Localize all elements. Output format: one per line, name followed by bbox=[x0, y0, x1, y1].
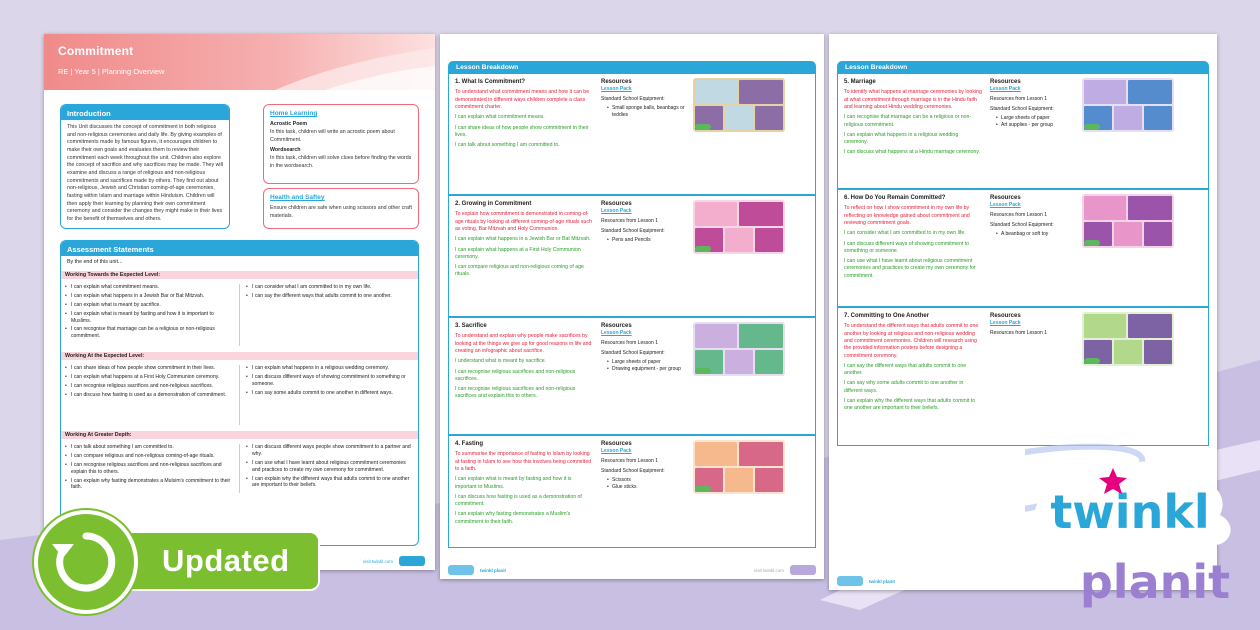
resources-heading: Resources bbox=[601, 201, 632, 207]
lesson-pack-badge bbox=[695, 368, 711, 374]
equipment-item: • Glue sticks bbox=[607, 484, 689, 491]
equipment-heading: Standard School Equipment: bbox=[601, 96, 665, 103]
footer-url[interactable]: visit twinkl.com bbox=[362, 559, 393, 564]
assessment-statement: • I can explain why the different ways that adults commit to one another are important to their beliefs. bbox=[246, 476, 414, 490]
footer-logo bbox=[399, 556, 425, 566]
thumbnail-slide bbox=[739, 202, 783, 226]
lesson-pack-thumbnail[interactable] bbox=[693, 322, 785, 376]
lesson-pack-badge bbox=[695, 246, 711, 252]
column-divider bbox=[239, 365, 240, 425]
success-criterion: I can use what I have learnt about religious commitment ceremonies and practices to create my own ceremony for commitment. bbox=[844, 258, 976, 279]
lesson-objective: To understand what commitment means and how it can be demonstrated in different ways children complete a class commitment charter. bbox=[455, 89, 590, 110]
thumbnail-slide bbox=[1144, 222, 1172, 246]
lesson-pack-link[interactable]: Lesson Pack bbox=[990, 202, 1021, 209]
equipment-heading: Standard School Equipment: bbox=[601, 468, 665, 475]
assessment-heading: Assessment Statements bbox=[61, 241, 418, 256]
success-criterion: I can recognise religious sacrifices and non-religious sacrifices and explain this to others. bbox=[455, 386, 576, 400]
equipment-item: • Drawing equipment - per group bbox=[607, 366, 689, 373]
page-title: Commitment bbox=[58, 44, 134, 58]
equipment-list bbox=[996, 231, 1078, 238]
success-criterion: I can recognise that marriage can be a religious or non-religious commitment. bbox=[844, 114, 972, 128]
success-criterion: I can say the different ways that adults commit to one another. bbox=[844, 362, 967, 377]
resources-heading: Resources bbox=[990, 195, 1021, 201]
lesson-objective: To explain how commitment is demonstrated in coming-of-age rituals by looking at different coming-of-age rituals such as voting, Bar Mitzvah and Holy Communion. bbox=[455, 211, 592, 232]
introduction-box bbox=[60, 104, 230, 229]
refresh-icon bbox=[38, 514, 134, 610]
thumbnail-slide bbox=[725, 350, 753, 374]
equipment-heading: Standard School Equipment: bbox=[990, 222, 1054, 229]
success-criterion: I understand what is meant by sacrifice. bbox=[455, 358, 547, 365]
assessment-right-list bbox=[246, 365, 414, 425]
assessment-left-list bbox=[65, 284, 233, 346]
assessment-left-list bbox=[65, 365, 233, 425]
lesson-objective: To reflect on how I show commitment in my own life by reflecting on knowledge gained about commitment and reviewing commitment goals. bbox=[844, 205, 970, 226]
lesson-pack-badge bbox=[695, 124, 711, 130]
success-criterion: I can talk about something I am committed to. bbox=[455, 142, 560, 149]
success-criterion: I can discuss what happens at a Hindu marriage ceremony. bbox=[844, 149, 981, 156]
header-swoosh bbox=[245, 34, 435, 90]
assessment-level-heading: Working Towards the Expected Level: bbox=[61, 271, 418, 279]
equipment-heading: Standard School Equipment: bbox=[601, 350, 665, 357]
lesson-resources bbox=[593, 440, 689, 545]
success-criterion: I can say why some adults commit to one another in different ways. bbox=[844, 380, 964, 394]
footer-brand: twinkl planit bbox=[480, 568, 507, 573]
assessment-statement: • I can discuss different ways people show commitment to a partner and why. bbox=[246, 444, 414, 458]
page-header bbox=[44, 34, 435, 90]
thumbnail-slide bbox=[695, 324, 737, 348]
health-safety-heading: Health and Saftey bbox=[270, 194, 325, 201]
assessment-statement: • I can explain what happens at a First Holy Communion ceremony. bbox=[65, 374, 233, 381]
lesson-details bbox=[455, 200, 593, 314]
lesson-pack-thumbnail[interactable] bbox=[1082, 194, 1174, 248]
lesson-objective: To identify what happens at marriage ceremonies by looking at what commitment through marriage is in the Hindu faith and learning about Hindu wedding ceremonies. bbox=[844, 89, 982, 110]
introduction-text: This Unit discusses the concept of commitment in both religious and non-religious ceremonies and daily life. By giving examples of commitments made by famous figures, it encourages children to make their own goals and evaluates them to review their commitment each week throughout the unit. Children also explore the concept of sacrifice and why sacrifices may be made. They will examine and discuss a range of religious and non-religious commitments and sacrifices made by others. They find out about non-religious, Jewish and Christian coming-of-age ceremonies, fasting within Islam and marriage within Hinduism. Children will then apply their learning by planning their own commitment ceremony and consider the changes they might make in their lives for the benefit of themselves and others. bbox=[67, 124, 223, 223]
thumbnail-slide bbox=[755, 350, 783, 374]
equipment-item: • Scissors bbox=[607, 477, 689, 484]
thumbnail-slide bbox=[1128, 80, 1172, 104]
success-criterion: I can discuss how fasting is used as a demonstration of commitment. bbox=[455, 493, 582, 508]
success-criterion: I can explain what happens in a religious wedding ceremony. bbox=[844, 131, 959, 146]
lesson-pack-badge bbox=[695, 486, 711, 492]
lesson-title: 4. Fasting bbox=[455, 441, 484, 447]
assessment-statement: • I can say the different ways that adults commit to one another. bbox=[246, 293, 414, 300]
assessment-statement: • I can use what I have learnt about religious commitment ceremonies and practices to create my own ceremony for commitment. bbox=[246, 460, 414, 474]
lesson-pack-link[interactable]: Lesson Pack bbox=[601, 330, 632, 337]
lesson-pack-thumbnail[interactable] bbox=[1082, 78, 1174, 132]
footer-logo-left bbox=[837, 576, 863, 586]
acrostic-text: In this task, children will write an acrostic poem about Commitment. bbox=[270, 129, 395, 143]
wordsearch-title: Wordsearch bbox=[270, 147, 301, 154]
resources-from-lesson: Resources from Lesson 1 bbox=[990, 212, 1047, 219]
assessment-levels bbox=[61, 271, 418, 496]
lesson-details bbox=[455, 440, 593, 545]
assessment-box bbox=[60, 240, 419, 546]
footer-url[interactable]: visit twinkl.com bbox=[753, 568, 784, 573]
lesson-pack-link[interactable]: Lesson Pack bbox=[601, 208, 632, 215]
resources-from-lesson: Resources from Lesson 1 bbox=[990, 96, 1047, 103]
lesson-row bbox=[448, 74, 816, 195]
assessment-level-columns bbox=[61, 281, 418, 349]
home-learning-box bbox=[263, 104, 419, 184]
resources-heading: Resources bbox=[990, 313, 1021, 319]
lesson-details bbox=[455, 322, 593, 432]
lesson-title: 2. Growing in Commitment bbox=[455, 201, 532, 207]
assessment-right-list bbox=[246, 444, 414, 493]
equipment-list bbox=[607, 477, 689, 491]
equipment-item: • Pens and Pencils bbox=[607, 237, 689, 244]
thumbnail-slide bbox=[739, 80, 783, 104]
assessment-level-columns bbox=[61, 441, 418, 496]
success-criterion: I can explain what is meant by fasting and how it is important to Muslims. bbox=[455, 476, 572, 490]
twinkl-wordmark: twinkl bbox=[1050, 485, 1210, 539]
lesson-objective: To understand and explain why people make sacrifices by looking at the things we give up for good reasons in life and creating an infographic about sacrifice. bbox=[455, 333, 592, 354]
success-criterion: I can explain why fasting demonstrates a Muslim's commitment to their faith. bbox=[455, 511, 571, 525]
twinkl-planit-logo bbox=[1025, 440, 1250, 610]
assessment-statement: • I can recognise religious sacrifices and non-religious sacrifices and explain this to others. bbox=[65, 462, 233, 476]
lesson-resources bbox=[982, 312, 1078, 443]
assessment-statement: • I can recognise that marriage can be a religious or non-religious commitment. bbox=[65, 326, 233, 340]
resources-heading: Resources bbox=[601, 79, 632, 85]
success-criterion: I can explain what happens at a First Holy Communion ceremony. bbox=[455, 246, 581, 260]
assessment-level-columns bbox=[61, 362, 418, 428]
lesson-resources bbox=[593, 322, 689, 432]
lesson-resources bbox=[593, 78, 689, 192]
thumbnail-slide bbox=[725, 106, 753, 130]
equipment-item: • Art supplies - per group bbox=[996, 122, 1078, 129]
thumbnail-slide bbox=[695, 202, 737, 226]
assessment-statement: • I can share ideas of how people show commitment in their lives. bbox=[65, 365, 233, 372]
equipment-list bbox=[996, 115, 1078, 129]
lesson-objective: To summarise the importance of fasting in Islam by looking at fasting in Islam to see how this involves being committed to a faith. bbox=[455, 451, 592, 472]
thumbnail-slide bbox=[1144, 340, 1172, 364]
resources-from-lesson: Resources from Lesson 1 bbox=[601, 458, 658, 465]
lesson-breakdown-page-1 bbox=[440, 34, 824, 579]
equipment-list bbox=[607, 359, 689, 373]
lesson-title: 3. Sacrifice bbox=[455, 323, 487, 329]
thumbnail-slide bbox=[1128, 196, 1172, 220]
resources-heading: Resources bbox=[601, 441, 632, 447]
lesson-row bbox=[837, 307, 1209, 446]
resources-heading: Resources bbox=[990, 79, 1021, 85]
lesson-pack-thumbnail[interactable] bbox=[1082, 312, 1174, 366]
lesson-row bbox=[837, 189, 1209, 307]
thumbnail-slide bbox=[1084, 314, 1126, 338]
lesson-pack-link[interactable]: Lesson Pack bbox=[990, 320, 1021, 327]
success-criterion: I can consider what I am committed to in my own life. bbox=[844, 230, 966, 237]
wordsearch-text: In this task, children will solve clues before finding the words in the wordsearch. bbox=[270, 155, 412, 169]
health-safety-text: Ensure children are safe when using scissors and other craft materials. bbox=[270, 205, 412, 220]
thumbnail-slide bbox=[725, 228, 753, 252]
equipment-item: • Large sheets of paper bbox=[607, 359, 689, 366]
lesson-details bbox=[844, 312, 982, 443]
assessment-statement: • I can consider what I am committed to in my own life. bbox=[246, 284, 414, 291]
updated-circle bbox=[34, 510, 138, 614]
column-divider bbox=[239, 284, 240, 346]
footer-brand: twinkl planit bbox=[869, 579, 896, 584]
thumbnail-slide bbox=[1144, 106, 1172, 130]
success-criterion: I can discuss different ways of showing commitment to something or someone. bbox=[844, 240, 970, 254]
thumbnail-slide bbox=[725, 468, 753, 492]
lesson-details bbox=[455, 78, 593, 192]
footer-logo-right bbox=[790, 565, 816, 575]
health-safety-box bbox=[263, 188, 419, 229]
thumbnail-slide bbox=[1084, 196, 1126, 220]
lesson-pack-link[interactable]: Lesson Pack bbox=[601, 86, 632, 93]
thumbnail-slide bbox=[1084, 80, 1126, 104]
equipment-item: • Small sponge balls, beanbags or teddies bbox=[607, 105, 689, 119]
success-criterion: I can recognise religious sacrifices and non-religious sacrifices. bbox=[455, 368, 576, 382]
lesson-title: 6. How Do You Remain Committed? bbox=[844, 195, 946, 201]
planit-wordmark: planit bbox=[1079, 555, 1231, 609]
assessment-intro: By the end of this unit... bbox=[67, 259, 123, 265]
assessment-statement: • I can compare religious and non-religious coming-of-age rituals. bbox=[65, 453, 233, 460]
lesson-pack-badge bbox=[1084, 358, 1100, 364]
page-subtitle: RE | Year 5 | Planning Overview bbox=[58, 67, 165, 76]
resources-from-lesson: Resources from Lesson 1 bbox=[601, 218, 658, 225]
lesson-pack-link[interactable]: Lesson Pack bbox=[601, 448, 632, 455]
lesson-breakdown-heading: Lesson Breakdown bbox=[837, 61, 1209, 74]
success-criterion: I can explain why the different ways that adults commit to one another are important to their beliefs. bbox=[844, 397, 976, 412]
equipment-heading: Standard School Equipment: bbox=[601, 228, 665, 235]
lesson-objective: To understand the different ways that adults commit to one another by looking at religious and non-religious wedding and commitment ceremonies. Children will research using the provided information posters before designing a commitment ceremony. bbox=[844, 323, 979, 359]
lesson-pack-thumbnail[interactable] bbox=[693, 200, 785, 254]
lesson-pack-badge bbox=[1084, 240, 1100, 246]
equipment-list bbox=[607, 237, 689, 244]
assessment-statement: • I can explain what commitment means. bbox=[65, 284, 233, 291]
assessment-left-list bbox=[65, 444, 233, 493]
assessment-statement: • I can discuss how fasting is used as a demonstration of commitment. bbox=[65, 392, 233, 399]
lesson-row bbox=[448, 195, 816, 317]
thumbnail-slide bbox=[755, 468, 783, 492]
resources-heading: Resources bbox=[601, 323, 632, 329]
thumbnail-slide bbox=[1114, 340, 1142, 364]
updated-label: Updated bbox=[94, 531, 320, 591]
lesson-title: 1. What Is Commitment? bbox=[455, 79, 526, 85]
thumbnail-slide bbox=[1114, 222, 1142, 246]
equipment-item: • Large sheets of paper bbox=[996, 115, 1078, 122]
equipment-list bbox=[607, 105, 689, 119]
lesson-row bbox=[448, 435, 816, 548]
lesson-resources bbox=[982, 194, 1078, 304]
assessment-statement: • I can recognise religious sacrifices and non-religious sacrifices. bbox=[65, 383, 233, 390]
resources-from-lesson: Resources from Lesson 1 bbox=[990, 330, 1047, 337]
assessment-statement: • I can explain what happens in a religious wedding ceremony. bbox=[246, 365, 414, 372]
resources-from-lesson: Resources from Lesson 1 bbox=[601, 340, 658, 347]
lesson-title: 7. Committing to One Another bbox=[844, 313, 930, 319]
lesson-pack-link[interactable]: Lesson Pack bbox=[990, 86, 1021, 93]
planning-overview-page bbox=[44, 34, 435, 570]
assessment-level-heading: Working At Greater Depth: bbox=[61, 431, 418, 439]
thumbnail-slide bbox=[1114, 106, 1142, 130]
lesson-details bbox=[844, 78, 982, 186]
updated-badge bbox=[34, 510, 320, 614]
lesson-title: 5. Marriage bbox=[844, 79, 876, 85]
assessment-right-list bbox=[246, 284, 414, 346]
equipment-heading: Standard School Equipment: bbox=[990, 106, 1054, 113]
lesson-row bbox=[837, 74, 1209, 189]
assessment-level-heading: Working At the Expected Level: bbox=[61, 352, 418, 360]
success-criterion: I can share ideas of how people show commitment in their lives. bbox=[455, 124, 589, 138]
lesson-row bbox=[448, 317, 816, 435]
acrostic-title: Acrostic Poem bbox=[270, 121, 308, 128]
assessment-statement: • I can explain why fasting demonstrates a Mulsim's commitment to their faith. bbox=[65, 478, 233, 492]
thumbnail-slide bbox=[695, 80, 737, 104]
success-criterion: I can explain what commitment means. bbox=[455, 114, 545, 121]
equipment-item: • A beanbag or soft toy bbox=[996, 231, 1078, 238]
success-criterion: I can explain what happens in a Jewish Bar or Bat Mitzvah. bbox=[455, 236, 591, 243]
thumbnail-slide bbox=[755, 228, 783, 252]
lesson-resources bbox=[593, 200, 689, 314]
thumbnail-slide bbox=[739, 324, 783, 348]
lesson-pack-badge bbox=[1084, 124, 1100, 130]
lesson-details bbox=[844, 194, 982, 304]
assessment-statement: • I can discuss different ways of showing commitment to something or someone. bbox=[246, 374, 414, 388]
lesson-breakdown-heading: Lesson Breakdown bbox=[448, 61, 816, 74]
lesson-resources bbox=[982, 78, 1078, 186]
thumbnail-slide bbox=[1128, 314, 1172, 338]
assessment-statement: • I can explain what is meant by fasting and how it is important to Muslims. bbox=[65, 311, 233, 325]
assessment-statement: • I can say some adults commit to one another in different ways. bbox=[246, 390, 414, 397]
thumbnail-slide bbox=[695, 442, 737, 466]
lesson-pack-thumbnail[interactable] bbox=[693, 78, 785, 132]
home-learning-heading[interactable]: Home Learning bbox=[270, 110, 318, 117]
assessment-statement: • I can explain what is meant by sacrifice. bbox=[65, 302, 233, 309]
column-divider bbox=[239, 444, 240, 493]
assessment-statement: • I can explain what happens in a Jewish Bar or Bat Mitzvah. bbox=[65, 293, 233, 300]
introduction-heading: Introduction bbox=[61, 105, 229, 120]
thumbnail-slide bbox=[755, 106, 783, 130]
lesson-pack-thumbnail[interactable] bbox=[693, 440, 785, 494]
success-criterion: I can compare religious and non-religious coming of age rituals. bbox=[455, 264, 584, 278]
assessment-statement: • I can talk about something I am committed to. bbox=[65, 444, 233, 451]
thumbnail-slide bbox=[739, 442, 783, 466]
footer-logo-left bbox=[448, 565, 474, 575]
